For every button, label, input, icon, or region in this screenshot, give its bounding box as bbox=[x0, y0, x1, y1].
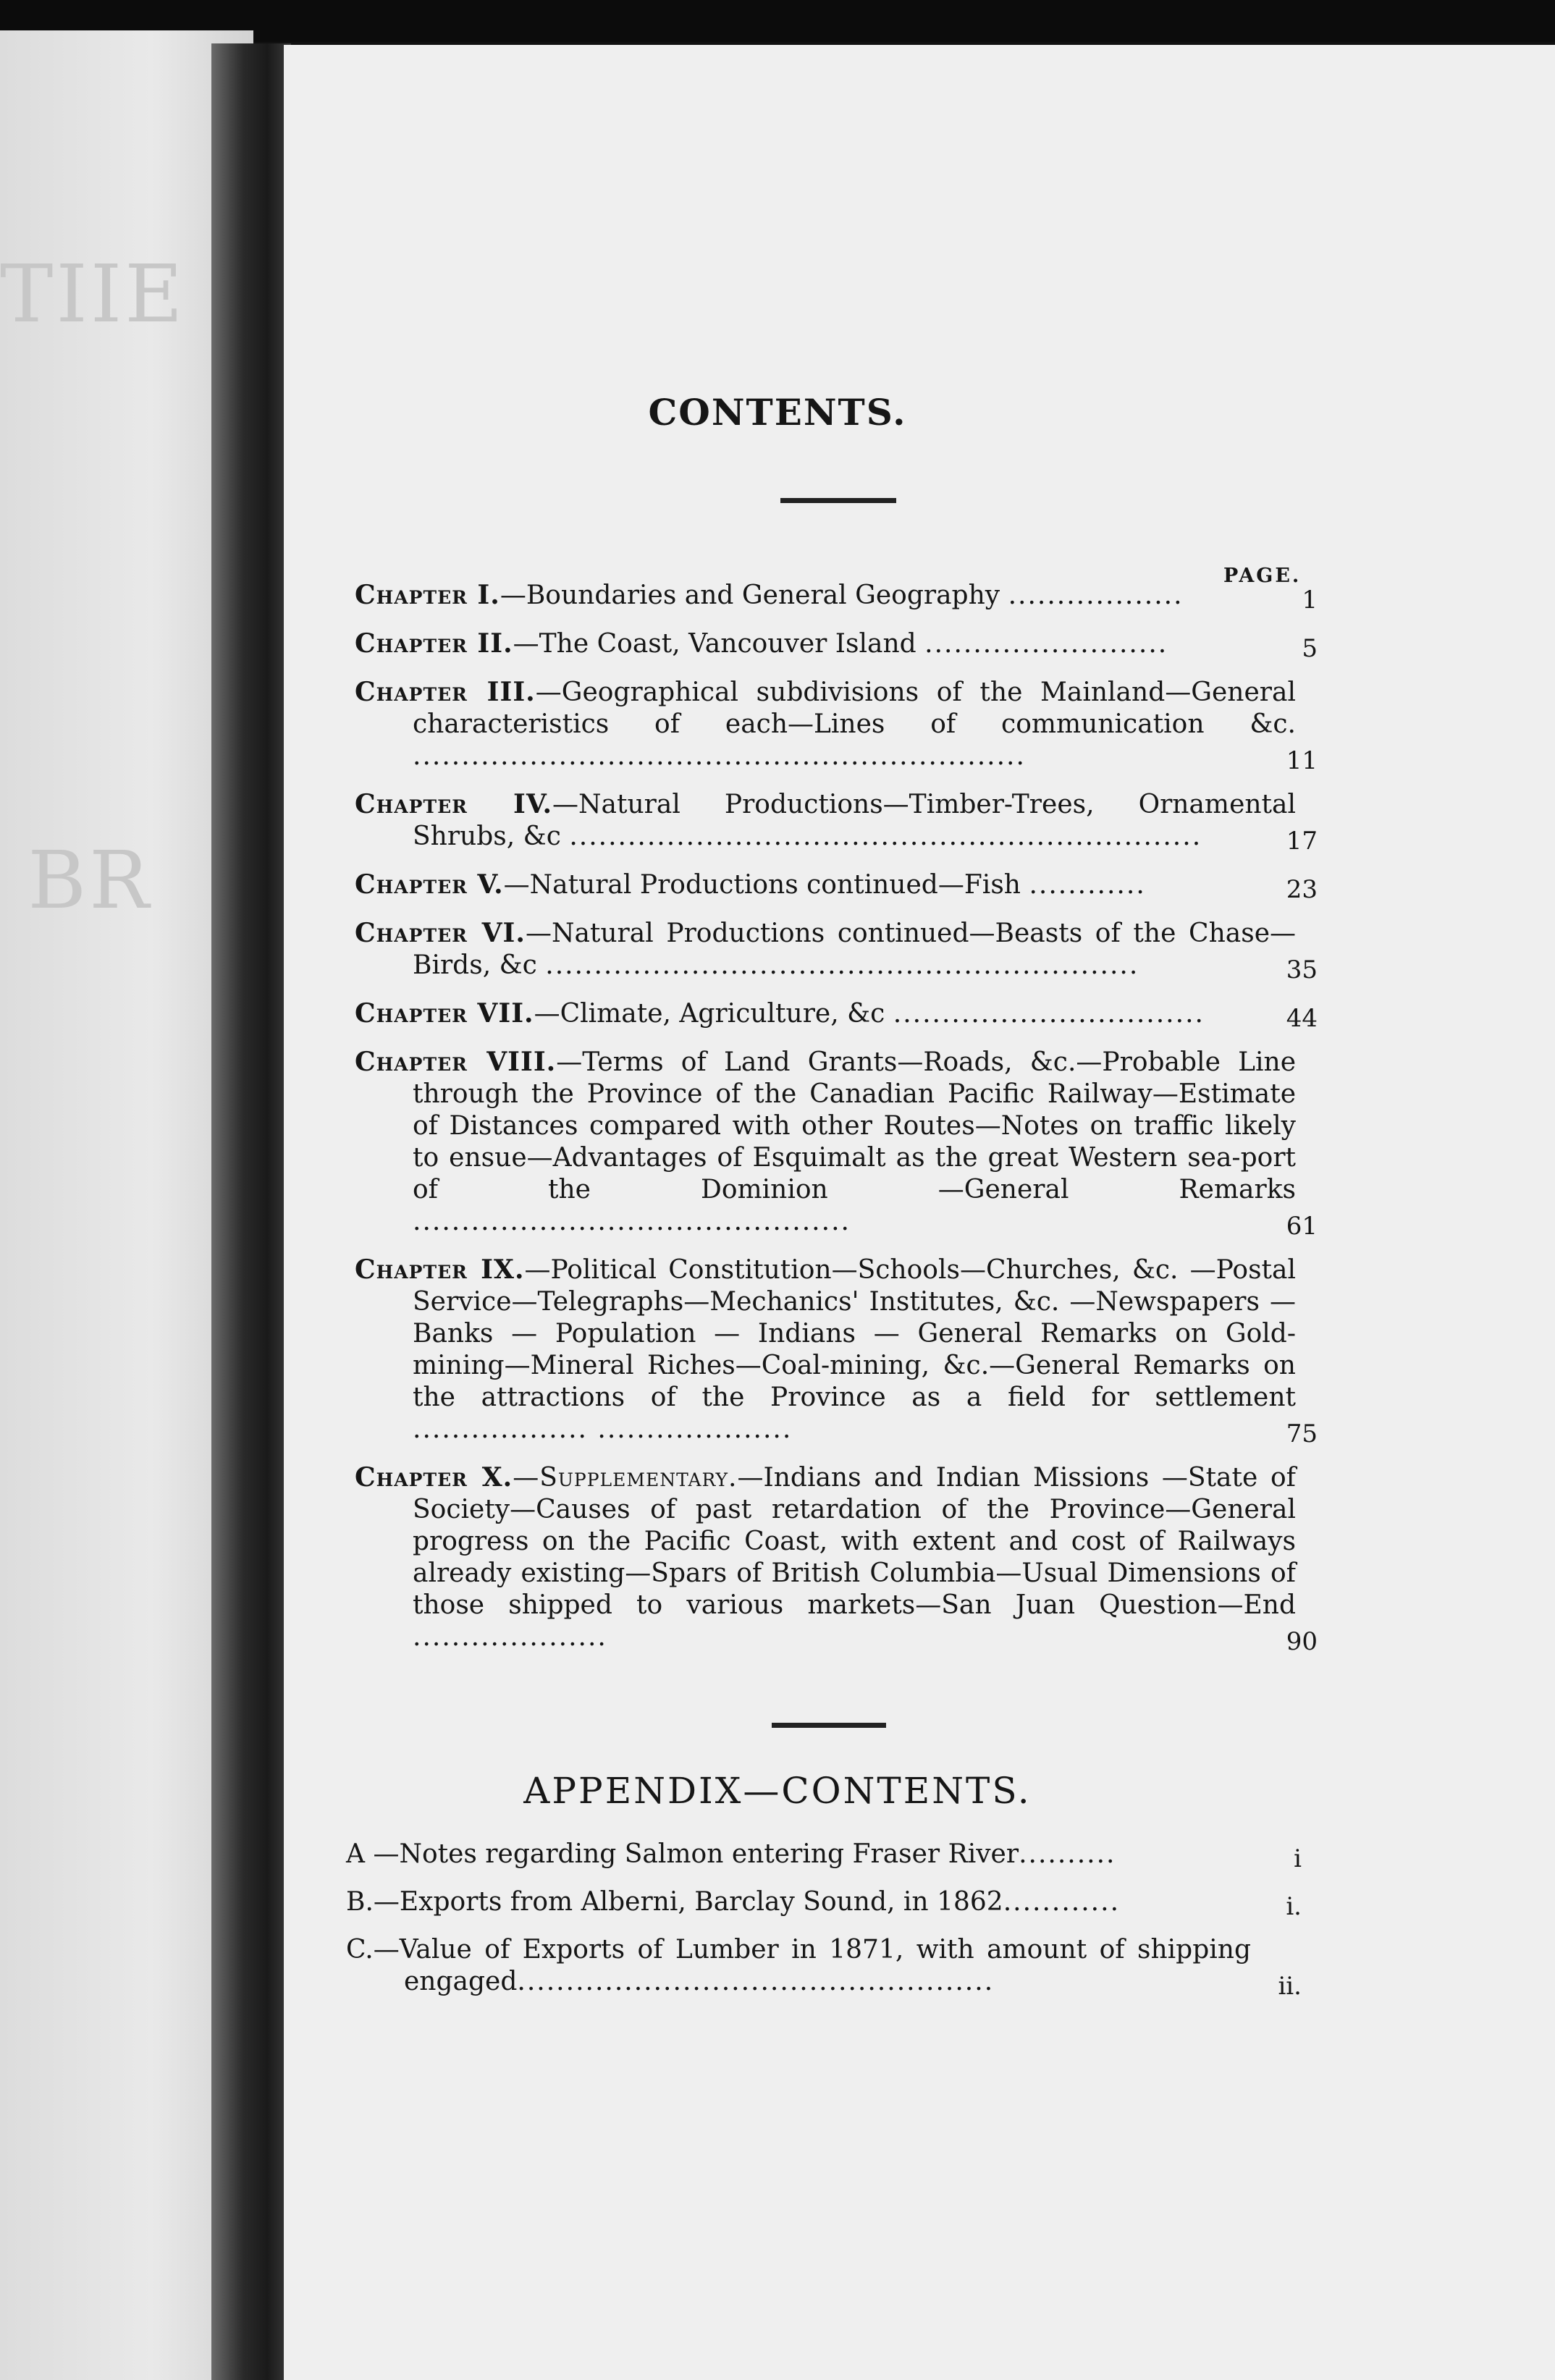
page-number: i. bbox=[1286, 1892, 1302, 1921]
chapter-description: —Political Constitution—Schools—Churches, &c. —Postal Service—Telegraphs—Mechanics' Institutes, &c. —Newspapers — Banks — Population — Indians — General Remarks on Gold-mining—Mineral Riches—Coal-mining, &c.—General Remarks on the attractions of the Province as a field for settlement bbox=[413, 1255, 1296, 1412]
leader-dots: ............ bbox=[1003, 1887, 1121, 1917]
page-number: 90 bbox=[1286, 1627, 1318, 1656]
leader-dots: ................................................................. bbox=[569, 822, 1202, 851]
appendix-description: B.—Exports from Alberni, Barclay Sound, in 1862 bbox=[346, 1887, 1003, 1917]
chapter-description: —Terms of Land Grants—Roads, &c.—Probable Line through the Province of the Canadian Pacific Railway—Estimate of Distances compared with other Routes—Notes on traffic likely to ensue—Advantages of Esquimalt as the great Western sea-port of the Dominion —General Remarks bbox=[413, 1047, 1296, 1204]
chapter-label: Chapter I. bbox=[355, 580, 500, 610]
chapter-label: Chapter IV. bbox=[355, 789, 553, 819]
page-number: 44 bbox=[1286, 1004, 1318, 1033]
title-rule bbox=[780, 498, 896, 503]
toc-entry bbox=[355, 1046, 1318, 1241]
chapter-description: —Boundaries and General Geography bbox=[500, 581, 1000, 610]
leader-dots: .................. .................... bbox=[413, 1414, 793, 1444]
page-title: CONTENTS. bbox=[648, 391, 907, 434]
toc-entry bbox=[355, 628, 1318, 663]
chapter-description: —Geographical subdivisions of the Mainland—General characteristics of each—Lines of communication &c. bbox=[413, 678, 1296, 739]
chapter-description: —Indians and Indian Missions —State of Society—Causes of past retardation of the Province—General progress on the Pacific Coast, with extent and cost of Railways already existing—Spars of British Columbia—Usual Dimensions of those shipped to various markets—San Juan Question—End bbox=[413, 1463, 1296, 1620]
supplementary-label: —Supplementary. bbox=[513, 1463, 738, 1493]
chapter-description: —Natural Productions continued—Fish bbox=[503, 870, 1021, 900]
leader-dots: ................................ bbox=[893, 999, 1205, 1029]
appendix-list bbox=[346, 1839, 1302, 2014]
page-number: 11 bbox=[1286, 746, 1318, 775]
page-number: 1 bbox=[1302, 586, 1318, 615]
chapter-label: Chapter III. bbox=[355, 677, 536, 707]
facing-page-bleed: BR bbox=[28, 834, 152, 927]
page-column-header: PAGE. bbox=[1223, 565, 1302, 587]
appendix-title: APPENDIX—CONTENTS. bbox=[523, 1770, 1032, 1812]
chapter-description: —Climate, Agriculture, &c bbox=[534, 999, 885, 1029]
page-number: 61 bbox=[1286, 1212, 1318, 1241]
page-number: 5 bbox=[1302, 634, 1318, 663]
appendix-entry bbox=[346, 1839, 1302, 1873]
page-number: 23 bbox=[1286, 875, 1318, 904]
chapter-label: Chapter X. bbox=[355, 1462, 513, 1493]
toc-entry bbox=[355, 917, 1318, 982]
toc-entry bbox=[355, 1461, 1318, 1656]
chapter-label: Chapter II. bbox=[355, 628, 513, 659]
chapter-description: —The Coast, Vancouver Island bbox=[513, 629, 916, 659]
chapter-label: Chapter V. bbox=[355, 869, 504, 900]
page-number: 17 bbox=[1286, 827, 1318, 856]
leader-dots: ................................................. bbox=[517, 1967, 995, 1996]
page-number: 35 bbox=[1286, 955, 1318, 984]
leader-dots: ............................................................. bbox=[545, 950, 1139, 980]
appendix-description: A —Notes regarding Salmon entering Fraser River bbox=[346, 1839, 1019, 1869]
toc-entry bbox=[355, 997, 1318, 1033]
page-number: i bbox=[1294, 1844, 1302, 1873]
leader-dots: ............................................................... bbox=[413, 741, 1026, 771]
appendix-entry bbox=[346, 1934, 1302, 2001]
leader-dots: ......................... bbox=[924, 629, 1168, 659]
chapter-description: —Natural Productions—Timber-Trees, Ornamental Shrubs, &c bbox=[413, 790, 1297, 851]
page-number: ii. bbox=[1278, 1972, 1302, 2001]
toc-entry bbox=[355, 1254, 1318, 1446]
leader-dots: .................... bbox=[413, 1622, 607, 1652]
leader-dots: .......... bbox=[1019, 1839, 1116, 1869]
chapter-list bbox=[355, 579, 1318, 1669]
leader-dots: ............................................. bbox=[413, 1207, 851, 1236]
chapter-label: Chapter IX. bbox=[355, 1254, 525, 1285]
toc-entry bbox=[355, 579, 1318, 615]
toc-entry bbox=[355, 869, 1318, 904]
chapter-label: Chapter VIII. bbox=[355, 1047, 557, 1077]
leader-dots: .................. bbox=[1008, 581, 1184, 610]
leader-dots: ............ bbox=[1029, 870, 1146, 900]
toc-entry bbox=[355, 676, 1318, 775]
section-rule bbox=[772, 1723, 886, 1728]
chapter-description: —Natural Productions continued—Beasts of the Chase—Birds, &c bbox=[413, 919, 1296, 980]
toc-entry bbox=[355, 788, 1318, 856]
chapter-label: Chapter VI. bbox=[355, 918, 526, 948]
facing-page-bleed: TIIE bbox=[0, 248, 186, 340]
appendix-description: C.—Value of Exports of Lumber in 1871, with amount of shipping engaged bbox=[346, 1935, 1251, 1996]
chapter-label: Chapter VII. bbox=[355, 998, 534, 1029]
appendix-entry bbox=[346, 1886, 1302, 1921]
page-number: 75 bbox=[1286, 1419, 1318, 1448]
